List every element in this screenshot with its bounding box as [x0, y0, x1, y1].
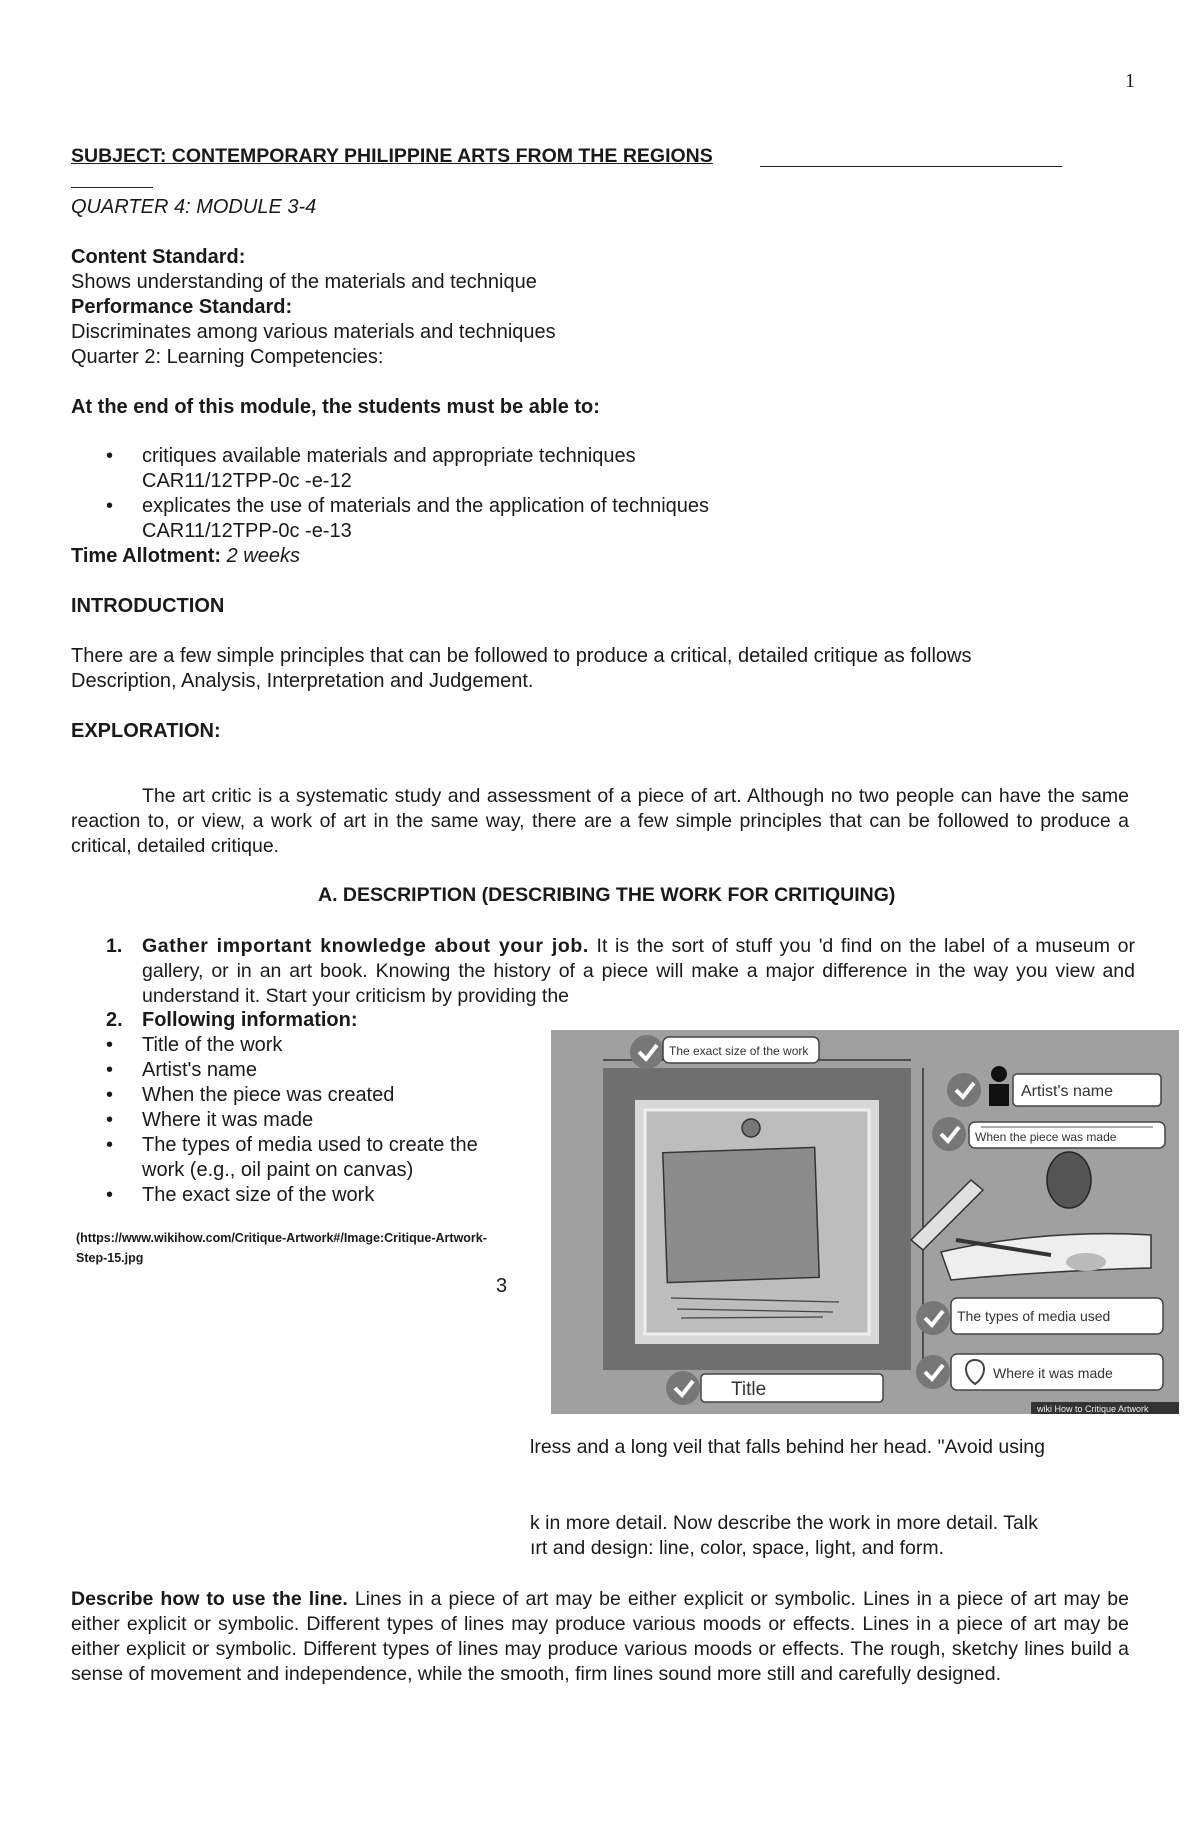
time-allotment — [71, 545, 300, 568]
fragment-line-2: k in more detail. Now describe the work in more detail. Talk — [530, 1512, 1038, 1534]
label-when: When the piece was made — [975, 1130, 1117, 1144]
exploration-heading: EXPLORATION: — [71, 720, 221, 742]
competencies-label: Quarter 2: Learning Competencies: — [71, 346, 384, 368]
subject-underline — [760, 166, 1062, 167]
objective-item-2: • explicates the use of materials and the application of techniques — [142, 495, 709, 518]
info-item-media: • The types of media used to create the — [142, 1134, 478, 1157]
stray-number: 3 — [496, 1275, 508, 1297]
line-paragraph-bold: Describe how to use the line. — [71, 1588, 348, 1610]
info-item-where: • Where it was made — [142, 1109, 313, 1132]
time-allotment-label: Time Allotment: — [71, 545, 222, 567]
item-2-number: 2. — [106, 1009, 123, 1031]
label-exact-size: The exact size of the work — [669, 1044, 809, 1058]
critique-figure — [551, 1030, 1179, 1414]
label-title: Title — [731, 1379, 767, 1400]
objective-code-2: CAR11/12TPP-0c -e-13 — [142, 520, 352, 542]
objective-item-1: • critiques available materials and appropriate techniques — [142, 445, 636, 468]
line-paragraph-text: Lines in a piece of art may be either explicit or symbolic. Lines in a piece of art may be either explicit or symbolic. Different types of lines may produce various moods or effects. Lines in a piece of art may be either explicit or symbolic. Different types of lines may produce various moods or effects. The rough, sketchy lines build a sense of movement and independence, while the smooth, firm lines sound more still and carefully designed. — [71, 1588, 1129, 1685]
item-1-text: It is the sort of stuff you 'd find on the label of a museum or gallery, or in an art book. Knowing the history of a piece will make a major difference in the way you view and understand it. Start your criticism by providing the — [142, 935, 1135, 1007]
content-standard-label: Content Standard: — [71, 246, 246, 268]
info-item-title: • Title of the work — [142, 1034, 282, 1057]
item-2-heading: Following information: — [142, 1009, 358, 1031]
item-1-paragraph — [106, 934, 1135, 1009]
watermark: wiki How to Critique Artwork — [1037, 1404, 1149, 1414]
line-paragraph — [71, 1587, 1129, 1687]
content-standard-text: Shows understanding of the materials and technique — [71, 271, 537, 293]
performance-standard-label: Performance Standard: — [71, 296, 293, 318]
performance-standard-text: Discriminates among various materials and techniques — [71, 321, 556, 343]
introduction-line-2: Description, Analysis, Interpretation and Judgement. — [71, 670, 534, 692]
objectives-heading: At the end of this module, the students must be able to: — [71, 396, 600, 418]
info-item-media-cont: work (e.g., oil paint on canvas) — [142, 1159, 414, 1181]
introduction-heading: INTRODUCTION — [71, 595, 225, 617]
info-item-when: • When the piece was created — [142, 1084, 394, 1107]
exploration-paragraph: The art critic is a systematic study and assessment of a piece of art. Although no two people can have the same reaction to, or view, a work of art in the same way, there are a few simple principles that can be followed to produce a critical, detailed critique. — [71, 785, 1129, 857]
image-source-link[interactable]: (https://www.wikihow.com/Critique-Artwork#/Image:Critique-Artwork-Step-15.jpg — [76, 1231, 487, 1265]
info-item-artist: • Artist's name — [142, 1059, 257, 1082]
introduction-line-1: There are a few simple principles that can be followed to produce a critical, detailed critique as follows — [71, 645, 972, 667]
short-underline — [71, 187, 153, 188]
quarter-label: QUARTER 4: MODULE 3-4 — [71, 196, 317, 218]
objective-code-1: CAR11/12TPP-0c -e-12 — [142, 470, 352, 492]
item-1-bold: Gather important knowledge about your job. — [142, 935, 589, 957]
page-number: 1 — [1125, 70, 1135, 92]
fragment-line-3: ırt and design: line, color, space, light, and form. — [530, 1537, 945, 1559]
time-allotment-value: 2 weeks — [226, 545, 300, 567]
item-1-number: 1. — [106, 935, 123, 957]
fragment-line-1: lress and a long veil that falls behind her head. "Avoid using — [530, 1436, 1045, 1458]
label-where: Where it was made — [993, 1365, 1113, 1381]
info-item-size: • The exact size of the work — [142, 1184, 374, 1207]
label-media: The types of media used — [957, 1308, 1111, 1324]
subject-heading: SUBJECT: CONTEMPORARY PHILIPPINE ARTS FROM THE REGIONS — [71, 145, 713, 167]
label-artist: Artist's name — [1021, 1083, 1113, 1100]
section-a-title: A. DESCRIPTION (DESCRIBING THE WORK FOR CRITIQUING) — [318, 884, 896, 906]
critique-illustration — [551, 1030, 1179, 1414]
